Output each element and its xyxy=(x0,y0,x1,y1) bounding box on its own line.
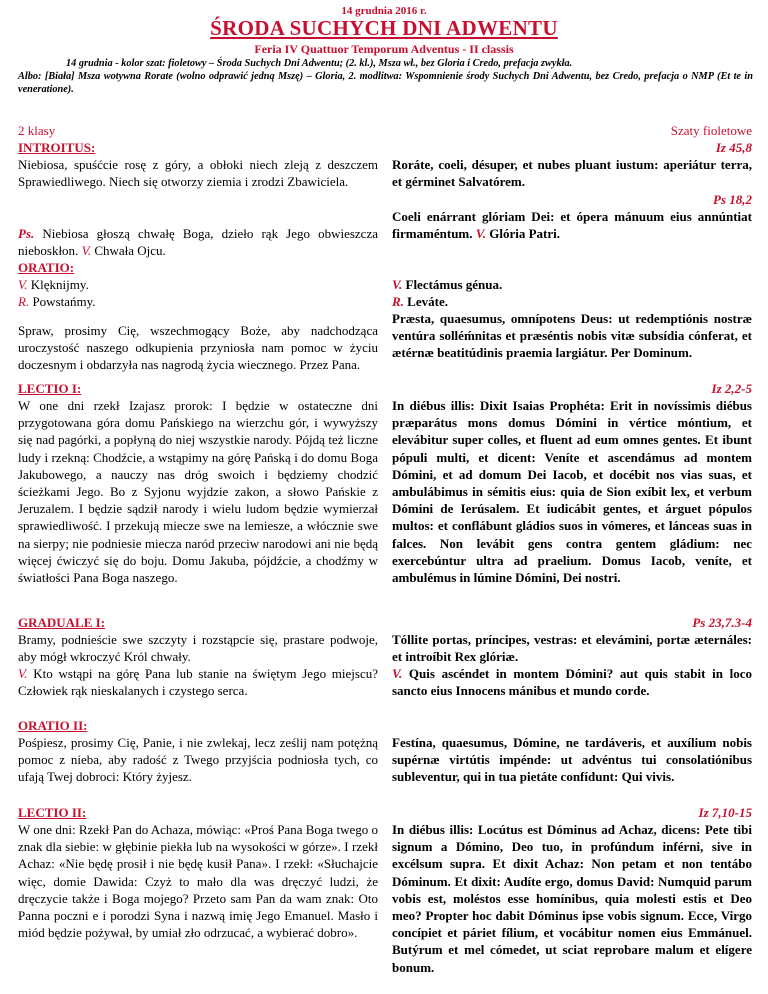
date-line: 14 grudnia 2016 r. xyxy=(341,5,427,17)
class-label: 2 klasy xyxy=(18,123,56,138)
versicle-label-la: V. xyxy=(475,226,487,242)
introitus-psalm-pl xyxy=(18,225,378,259)
graduale-reference: Ps 23,7.3-4 xyxy=(692,615,752,630)
oratio-r-la xyxy=(392,293,448,310)
oratio2-text-la: Festína, quaesumus, Dómine, ne tardáveris, et auxílium nobis supérnæ virtútis impénde: ut advéntus tui consolatiónibus subleventur, qui in tua pietáte confídunt: Qui vivis. xyxy=(392,735,752,785)
versicle-label: V. xyxy=(81,243,92,259)
mass-info xyxy=(18,57,753,97)
info-line-2: Albo: [Biała] Msza wotywna Rorate (wolno odprawić jedną Mszę) – Gloria, 2. modlitwa: Wspomnienie środy Suchych Dni Adwentu, bez Credo, prefacja o NMP (Et te in veneratione). xyxy=(18,71,753,96)
lectio2-reference: Iz 7,10-15 xyxy=(698,805,752,820)
r-text-la: Leváte. xyxy=(407,294,448,309)
v-label: V. xyxy=(18,277,28,292)
latin-column xyxy=(392,122,752,982)
graduale-v-text-la: Quis ascéndet in montem Dómini? aut quis stabit in loco sancto eius Innocens mánibus et mundo corde. xyxy=(392,666,752,699)
psalm-reference: Ps 18,2 xyxy=(713,192,752,207)
r-text-pl: Powstańmy. xyxy=(32,294,96,309)
graduale-heading: GRADUALE I: xyxy=(18,615,106,630)
page-title: ŚRODA SUCHYCH DNI ADWENTU xyxy=(210,16,558,40)
lectio2-heading: LECTIO II: xyxy=(18,805,87,820)
graduale-text-pl: Bramy, podnieście swe szczyty i rozstąpcie się, prastare podwoje, aby mógł wkroczyć Król chwały. xyxy=(18,632,378,665)
oratio-r-pl xyxy=(18,293,96,310)
polish-column xyxy=(18,122,378,982)
r-label-la: R. xyxy=(392,294,404,309)
oratio-v-la xyxy=(392,276,502,293)
oratio2-text-pl: Pośpiesz, prosimy Cię, Panie, i nie zwlekaj, lecz ześlij nam potężną pomoc z nieba, aby radość z Twego przyjścia podniosła tych, co ufają Twej dobroci: Który żyjesz. xyxy=(18,735,378,785)
oratio-text-la: Præsta, quaesumus, omnípotens Deus: ut redemptiónis nostræ ventúra solléḿnitas et præséntis nobis vitæ subsídia cónferat, et ætérnæ beatitúdinis praemia largiátur. Per Dominum. xyxy=(392,311,752,361)
oratio-text-pl: Spraw, prosimy Cię, wszechmogący Boże, aby nadchodząca uroczystość naszego odkupienia przyniosła nam pomoc w życiu doczesnym i obdarzyła nas nagrodą życia wiecznego. Przez Pana. xyxy=(18,323,378,373)
introitus-reference: Iz 45,8 xyxy=(715,140,752,155)
lectio2-text-pl: W one dni: Rzekł Pan do Achaza, mówiąc: «Proś Pana Boga twego o znak dla siebie: w głębinie piekła lub na wysokości w górze». I rzekł Achaz: «Nie będę prosił i nie będę kusił Pana». I rzekł: «Słuchajcie więc, domie Dawida: Czyż to mało dla was dręczyć ludzi, że dręczycie także i Boga mojego? Przeto sam Pan da wam znak: Oto Panna poczni e i porodzi Syna i nazwą imię Jego Emanuel. Masło i miód będzie pożywał, by umiał zło odrzucać, a wybierać dobro». xyxy=(18,822,378,941)
graduale-v-label-la: V. xyxy=(392,666,403,681)
r-label: R. xyxy=(18,294,30,309)
introitus-psalm-la xyxy=(392,208,752,242)
page-subtitle: Feria IV Quattuor Temporum Adventus - II classis xyxy=(254,42,514,56)
v-text-la: Flectámus génua. xyxy=(405,277,503,292)
info-line-1: 14 grudnia - kolor szat: fioletowy – Środa Suchych Dni Adwentu; (2. kl.), Msza wł., bez Gloria i Credo, prefacja zwykła. xyxy=(66,58,573,69)
introitus-text-la: Roráte, coeli, désuper, et nubes pluant iustum: aperiátur terra, et gérminet Salvatórem. xyxy=(392,157,752,190)
v-label-la: V. xyxy=(392,277,403,292)
oratio2-heading: ORATIO II: xyxy=(18,718,88,733)
v-text-pl: Klęknijmy. xyxy=(30,277,89,292)
lectio1-heading: LECTIO I: xyxy=(18,381,82,396)
graduale-v-text-pl: Kto wstąpi na górę Pana lub stanie na świętym Jego miejscu? Człowiek rąk nieskalanych i czystego serca. xyxy=(18,666,379,699)
lectio2-text-la: In diébus illis: Locútus est Dóminus ad Achaz, dicens: Pete tibi signum a Dómino, Deo tuo, in profúndum inférni, sive in excélsum supra. Et dixit Achaz: Non petam et non tentábo Dóminum. Et dixit: Audíte ergo, domus David: Numquid parum vobis est, moléstos esse homínibus, quia molesti estis et Deo meo? Propter hoc dabit Dóminus ipse vobis signum. Ecce, Virgo concípiet et páriet fílium, et vocábitur nomen eius Emmánuel. Butýrum et mel cómedet, ut sciat reprobare malum et elígere bonum. xyxy=(392,822,752,975)
lectio1-text-la: In diébus illis: Dixit Isaias Prophéta: Erit in novíssimis diébus præparátus mons domus Dómini in vértice móntium, et elevábitur super colles, et fluent ad eum omnes gentes. Et ibunt pópuli multi, et dicent: Veníte et ascendámus ad montem Dómini, et ad domum Dei Iacob, et docébit nos vias suas, et ambulábimus in sémitis eius: quia de Sion exíbit lex, et verbum Dómini de Ierúsalem. Et iudicábit gentes, et árguet pópulos multos: et conflábunt gládios suos in vómeres, et lánceas suas in falces. Non levábit gens contra gentem gládium: nec exercebúntur ultra ad praelium. Domus Iacob, veníte, et ambulémus in lúmine Dómini, Dei nostri. xyxy=(392,398,752,586)
oratio-v-pl xyxy=(18,276,89,293)
psalm-text-la: Coeli enárrant glóriam Dei: et ópera mánuum eius annúntiat firmaméntum. xyxy=(392,209,752,242)
lectio1-reference: Iz 2,2-5 xyxy=(711,381,752,396)
oratio-heading: ORATIO: xyxy=(18,260,75,275)
graduale-v-label: V. xyxy=(18,666,28,681)
gloria-pl: Chwała Ojcu. xyxy=(94,243,166,259)
graduale-v-la xyxy=(392,665,752,699)
psalm-text-pl: Niebiosa głoszą chwałę Boga, dzieło rąk Jego obwieszcza nieboskłon. xyxy=(18,226,378,259)
graduale-v-pl xyxy=(18,665,378,699)
introitus-heading: INTROITUS: xyxy=(18,140,96,155)
graduale-text-la: Tóllite portas, príncipes, vestras: et elevámini, portæ æternáles: et introíbit Rex glóriæ. xyxy=(392,632,752,665)
gloria-la: Glória Patri. xyxy=(489,226,561,242)
introitus-text-pl: Niebiosa, spuśćcie rosę z góry, a obłoki niech zleją z deszczem Sprawiedliwego. Niech się otworzy ziemia i zrodzi Zbawiciela. xyxy=(18,157,378,190)
vestments-label: Szaty fioletowe xyxy=(670,123,752,138)
lectio1-text-pl: W one dni rzekł Izajasz prorok: I będzie w ostateczne dni przygotowana góra domu Pańskiego na wierzchu gór, i wywyższy się nad pagórki, a popłyną do niej wszystkie narody. Pójdą też liczne ludy i rzekną: Chodźcie, a wstąpimy na górę Pańską i do domu Boga Jakubowego, a nauczy nas dróg swoich i będziemy chodzić ścieżkami Jego. Bo z Syjonu wyjdzie zakon, a słowo Pańskie z Jeruzalem. I będzie sądził narody i wielu ludom będzie wymierzał sprawiedliwość. I przekują miecze swe na lemiesze, a włócznie swe na sierpy; nie podniesie miecza naród przeciw narodowi ani nie będą więcej ćwiczyć się do boju. Domu Jakuba, pójdźcie, a chodźmy w światłości Pana Boga naszego. xyxy=(18,398,378,586)
psalm-label: Ps. xyxy=(18,226,35,241)
